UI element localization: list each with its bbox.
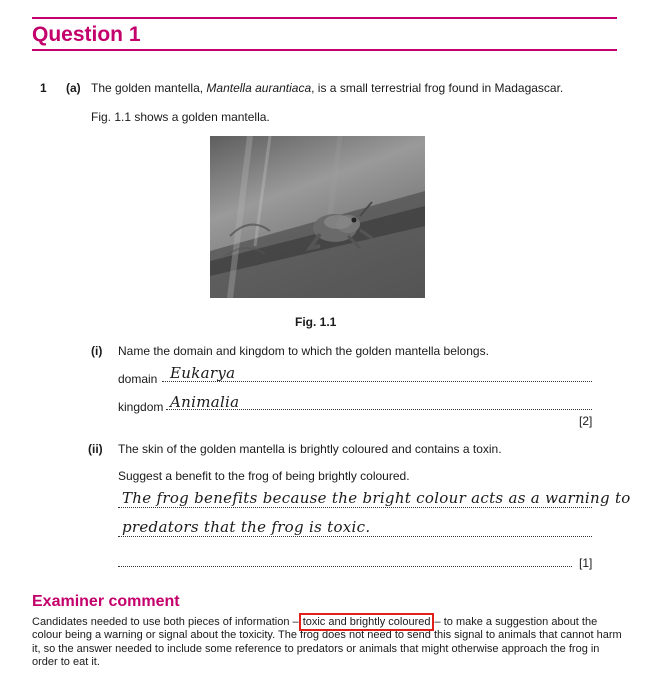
answer-text-1: The frog benefits because the bright colour acts as a warning to: [122, 489, 631, 507]
examiner-comment-body: [32, 616, 622, 669]
question-number: 1: [40, 81, 47, 95]
kingdom-label: kingdom: [118, 400, 164, 414]
header-rule-top: [32, 17, 617, 19]
header-rule-bottom: [32, 49, 617, 51]
answer-text-2: predators that the frog is toxic.: [122, 518, 371, 536]
species-name: Mantella aurantiaca: [206, 81, 312, 95]
frog-photo: [210, 136, 425, 298]
figure-intro: Fig. 1.1 shows a golden mantella.: [91, 110, 270, 124]
domain-answer: Eukarya: [170, 364, 236, 382]
frog-photo-svg: [210, 136, 425, 298]
comment-after: – to make a suggestion about the colour being a warning or signal about the toxicity. The frog does not need to send this signal to animals that cannot harm it, so the answer needed to include some reference to predators or animals that might otherwise approach the frog in order to eat it.: [32, 616, 622, 668]
page-title: Question 1: [32, 23, 141, 46]
highlighted-phrase: toxic and brightly coloured: [302, 616, 431, 628]
part-ii-marks: [1]: [579, 556, 593, 570]
part-i-prompt: Name the domain and kingdom to which the golden mantella belongs.: [118, 344, 489, 358]
domain-label: domain: [118, 372, 158, 386]
intro-pre: The golden mantella,: [91, 81, 207, 95]
intro-post: , is a small terrestrial frog found in Madagascar.: [311, 81, 564, 95]
answer-line-2: [118, 536, 592, 537]
answer-line-1: [118, 507, 592, 508]
figure-label: Fig. 1.1: [295, 315, 337, 329]
question-intro: [91, 81, 563, 95]
part-i-marks: [2]: [579, 414, 593, 428]
examiner-comment-heading: Examiner comment: [32, 593, 180, 610]
part-ii-task: Suggest a benefit to the frog of being brightly coloured.: [118, 469, 410, 483]
answer-line-3: [118, 566, 572, 567]
part-ii-prompt: The skin of the golden mantella is brightly coloured and contains a toxin.: [118, 442, 502, 456]
part-ii-number: (ii): [88, 442, 103, 456]
question-part: (a): [66, 81, 81, 95]
comment-before: Candidates needed to use both pieces of information –: [32, 616, 302, 628]
kingdom-answer: Animalia: [170, 393, 240, 411]
part-i-number: (i): [91, 344, 103, 358]
